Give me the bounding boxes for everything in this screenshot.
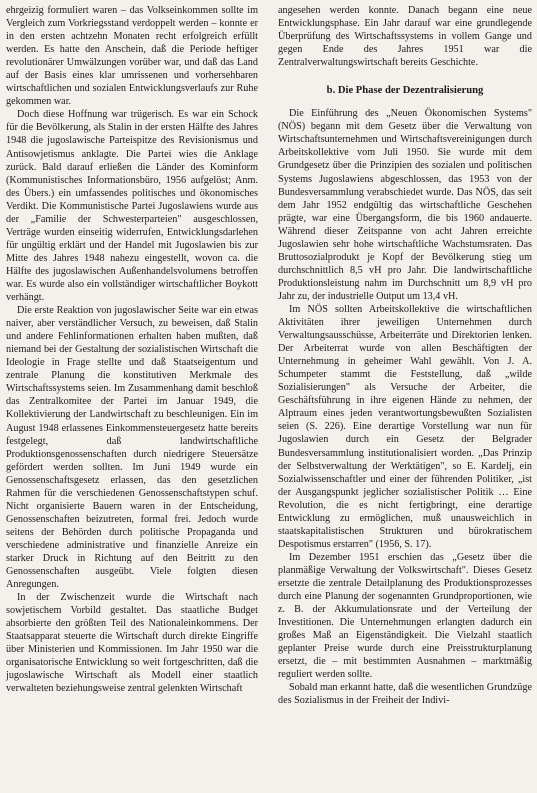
section-heading: b. Die Phase der Dezentralisierung — [326, 85, 484, 97]
right-column — [278, 4, 532, 707]
paragraph: angesehen werden konnte. Danach begann eine neue Entwicklungsphase. Ein Jahr darauf war eine grundlegende Überprüfung des Wirtschaftssystems in vollem Gange und gegen Ende des Jahres 1951 war die Zentralverwaltungswirtschaft bereits Geschichte. — [278, 5, 532, 69]
paragraph: Doch diese Hoffnung war trügerisch. Es war ein Schock für die Bevölkerung, als Stalin in der ersten Hälfte des Jahres 1948 die jugoslawische Parteispitze des Revisionismus und Antisowjetismus anklagte. Die Partei wies die Anklage zurück. Bald darauf erließen die Länder des Kominform (Kommunistisches Informationsbüro, 1956 aufgelöst; Anm. des Übers.) ein umfassendes politisches und ökonomisches Verdikt. Die Kommunistische Partei Jugoslawiens wurde aus der „Familie der Schwesterparteien" ausgeschlossen, Verträge wurden einseitig widerrufen, Entwicklungsdarlehen für ungültig erklärt und der Handel mit Jugoslawien bis zur Mitte des Jahres 1948 nahezu eingestellt, wovon ca. die Hälfte des jugoslawischen Außenhandelsvolumens betroffen war. Es wurde also ein vollständiger wirtschaftlicher Boykott verhängt. — [6, 109, 258, 304]
paragraph: Die erste Reaktion von jugoslawischer Seite war ein etwas naiver, aber verständlicher Versuch, zu beweisen, daß Stalin und andere Fehlinformationen erhalten haben mußten, daß niemand bei der Gestaltung der sozialistischen Wirtschaft die Ideologie in Frage stellte und daß Staatseigentum und zentrale Planung die konstitutiven Merkmale des Wirtschaftssystems seien. Im Zusammenhang damit beschloß das Zentralkomitee der Partei im Januar 1949, die Kollektivierung der Landwirtschaft zu beschleunigen. Ein im August 1948 erlassenes Einkommensteuergesetz hatte bereits festgelegt, daß landwirtschaftliche Produktionsgenossenschaften durch niedrigere Steuersätze gefördert werden sollten. Im Juni 1949 wurde ein Genossenschaftsgesetz erlassen, das den gesetzlichen Rahmen für die verschiedenen Genossenschaftstypen schuf. Nicht organisierte Bauern waren in der Entscheidung, Genossenschaften beizutreten, formal frei. Jedoch wurde seitens der Behörden durch politische Propaganda und verschiedene administrative und finanzielle Anreize ein starker Druck in Richtung auf den Beitritt zu den Genossenschaften ausgeübt. Viele folgten diesen Anregungen. — [6, 305, 258, 591]
paragraph: Im Dezember 1951 erschien das „Gesetz über die planmäßige Verwaltung der Volkswirtschaft". Dieses Gesetz ersetzte die zentrale Detailplanung des Produktionsprozesses durch eine Planung der sogenannten Grundproportionen, wie z. B. der Akkumulationsrate und der Verteilung der Investitionen. Die Unternehmungen erlangten dadurch ein großes Maß an Eigenständigkeit. Die Vielzahl staatlich geplanter Preise wurde durch eine Preisstrukturplanung ersetzt, die – mit bestimmten Ausnahmen – marktmäßig reguliert werden sollte. — [278, 551, 532, 681]
paragraph: Die Einführung des „Neuen Ökonomischen Systems" (NÖS) begann mit dem Gesetz über die Verwaltung von Wirtschaftsunternehmen und Wirtschaftsvereinigungen durch Arbeitskollektive vom Juli 1950. Sie wurde mit dem Grundgesetz über die Prinzipien des sozialen und politischen Systems Jugoslawiens abgeschlossen, das 1953 von der Bundesversammlung verabschiedet wurde. Das NÖS, das seit dem Jahr 1952 endgültig das wirtschaftliche Geschehen prägte, war eine Übergangsform, die bis 1960 andauerte. Während dieser Zeitspanne von acht Jahren erreichte Jugoslawien sehr hohe wirtschaftliche Wachstumsraten. Das Bruttosozialprodukt je Kopf der Bevölkerung stieg um durchschnittlich 8,5 vH pro Jahr. Die landwirtschaftliche Produktionsleistung nahm im Durchschnitt um 8,9 vH pro Jahr zu, der industrielle Output um 13,4 vH. — [278, 108, 532, 302]
paragraph: Sobald man erkannt hatte, daß die wesentlichen Grundzüge des Sozialismus in der Freiheit der Indivi- — [278, 682, 532, 707]
paragraph: ehrgeizig formuliert waren – das Volkseinkommen sollte im Vergleich zum Vorkriegsstand verdoppelt werden – konnte er in den ersten achtzehn Monaten recht erfolgreich erfüllt werden. Es hatte den Anschein, daß die Periode heftiger revolutionärer Umwälzungen vorüber war, und daß das Land auf der Basis eines klar umrissenen und vorhersehbaren wirtschaftlichen und sozialen Entwicklungsverlaufs zur Ruhe gekommen war. — [6, 5, 258, 108]
left-column — [6, 4, 258, 695]
paragraph: Im NÖS sollten Arbeitskollektive die wirtschaftlichen Aktivitäten ihrer jeweiligen Unternehmen durch Verwaltungsausschüsse, Arbeiterräte und Direktorien lenken. Der Arbeiterrat wurde von allen Beschäftigten der Unternehmung in geheimer Wahl gewählt. Von J. A. Schumpeter stammt die Feststellung, daß „wilde Sozialisierungen" als Versuche der Arbeiter, die Geschäftsführung in ihre eigenen Hände zu nehmen, der Alptraum eines jeden verantwortungsbewußten Sozialisten seien (S. 226). Eine derartige Vorstellung war nun für Jugoslawien durch ein Gesetz der Belgrader Bundesversammlung institutionalisiert worden. „Das Prinzip der Selbstverwaltung der Werktätigen", so E. Kardelj, ein Sozialwissenschaftler und einer der führenden Politiker, „ist der Ausgangspunkt jeglicher sozialistischer Politik … Eine Revolution, die es nicht fertigbringt, eine derartige Entwicklung zu ermöglichen, muß unausweichlich in staatskapitalistischen Strukturen und bürokratischem Despotismus erstarren" (1956, S. 17). — [278, 303, 532, 550]
paragraph: In der Zwischenzeit wurde die Wirtschaft nach sowjetischem Vorbild gestaltet. Das staatliche Budget absorbierte den größten Teil des Nationaleinkommens. Der Staatsapparat steuerte die Wirtschaft durch direkte Eingriffe über Ministerien und Kommissionen. Im Jahr 1950 war die organisatorische Entwicklung so weit fortgeschritten, daß die jugoslawische Wirtschaft als Modell einer staatlich verwalteten beziehungsweise zentral gelenkten Wirtschaft — [6, 592, 258, 695]
